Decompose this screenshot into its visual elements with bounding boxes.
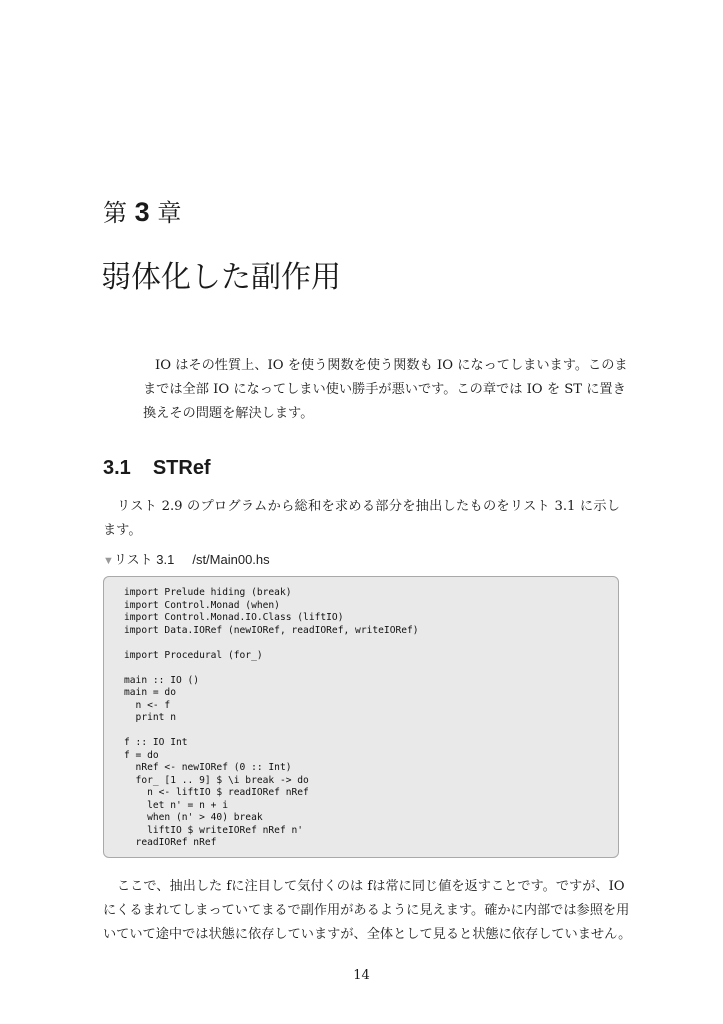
chapter-label: [103, 193, 181, 228]
text-line: 換えその問題を解決します。: [143, 406, 314, 421]
chapter-number: 3: [134, 197, 150, 227]
triangle-icon: ▼: [103, 555, 114, 567]
text-line: までは全部 IO になってしまい使い勝手が悪いです。この章では IO を ST に置き: [143, 382, 626, 397]
section-heading: [103, 457, 211, 480]
body-paragraph: [103, 495, 620, 543]
text-line: いていて途中では状態に依存していますが、全体として見ると状態に依存していません。: [103, 927, 632, 942]
text-line: にくるまれてしまっていてまるで副作用があるように見えます。確かに内部では参照を用: [103, 903, 630, 918]
page-number: 14: [353, 968, 370, 983]
chapter-prefix: 第: [103, 199, 127, 227]
listing-label: リスト 3.1: [113, 552, 175, 567]
text-line: ここで、抽出した fに注目して気付くのは fは常に同じ値を返すことです。ですが、IO: [117, 879, 625, 894]
chapter-suffix: 章: [157, 199, 182, 227]
body-paragraph: [103, 875, 632, 947]
text-line: IO はその性質上、IO を使う関数を使う関数も IO になってしまいます。このま: [155, 358, 628, 373]
code-listing: [103, 576, 619, 858]
text-line: リスト 2.9 のプログラムから総和を求める部分を抽出したものをリスト 3.1 に示し: [117, 499, 620, 514]
listing-caption: [103, 549, 270, 568]
section-number: 3.1: [103, 457, 131, 479]
code-text: import Prelude hiding (break) import Control.Monad (when) import Control.Monad.IO.Class (liftIO) import Data.IORef (newIORef, readIORef, writeIORef) import Procedural (for_) main :: IO () main = do n <- f print n f :: IO Int f = do nRef <- newIORef (0 :: Int) for_ [1 .. 9] $ \i break -> do n <- liftIO $ readIORef nRef let n' = n + i when (n' > 40) break liftIO $ writeIORef nRef n' readIORef nRef: [124, 587, 419, 848]
text-line: ます。: [103, 523, 142, 538]
listing-path: /st/Main00.hs: [192, 552, 270, 567]
intro-paragraph: [143, 354, 628, 426]
section-title: STRef: [152, 457, 211, 479]
chapter-title: 弱体化した副作用: [101, 260, 341, 295]
